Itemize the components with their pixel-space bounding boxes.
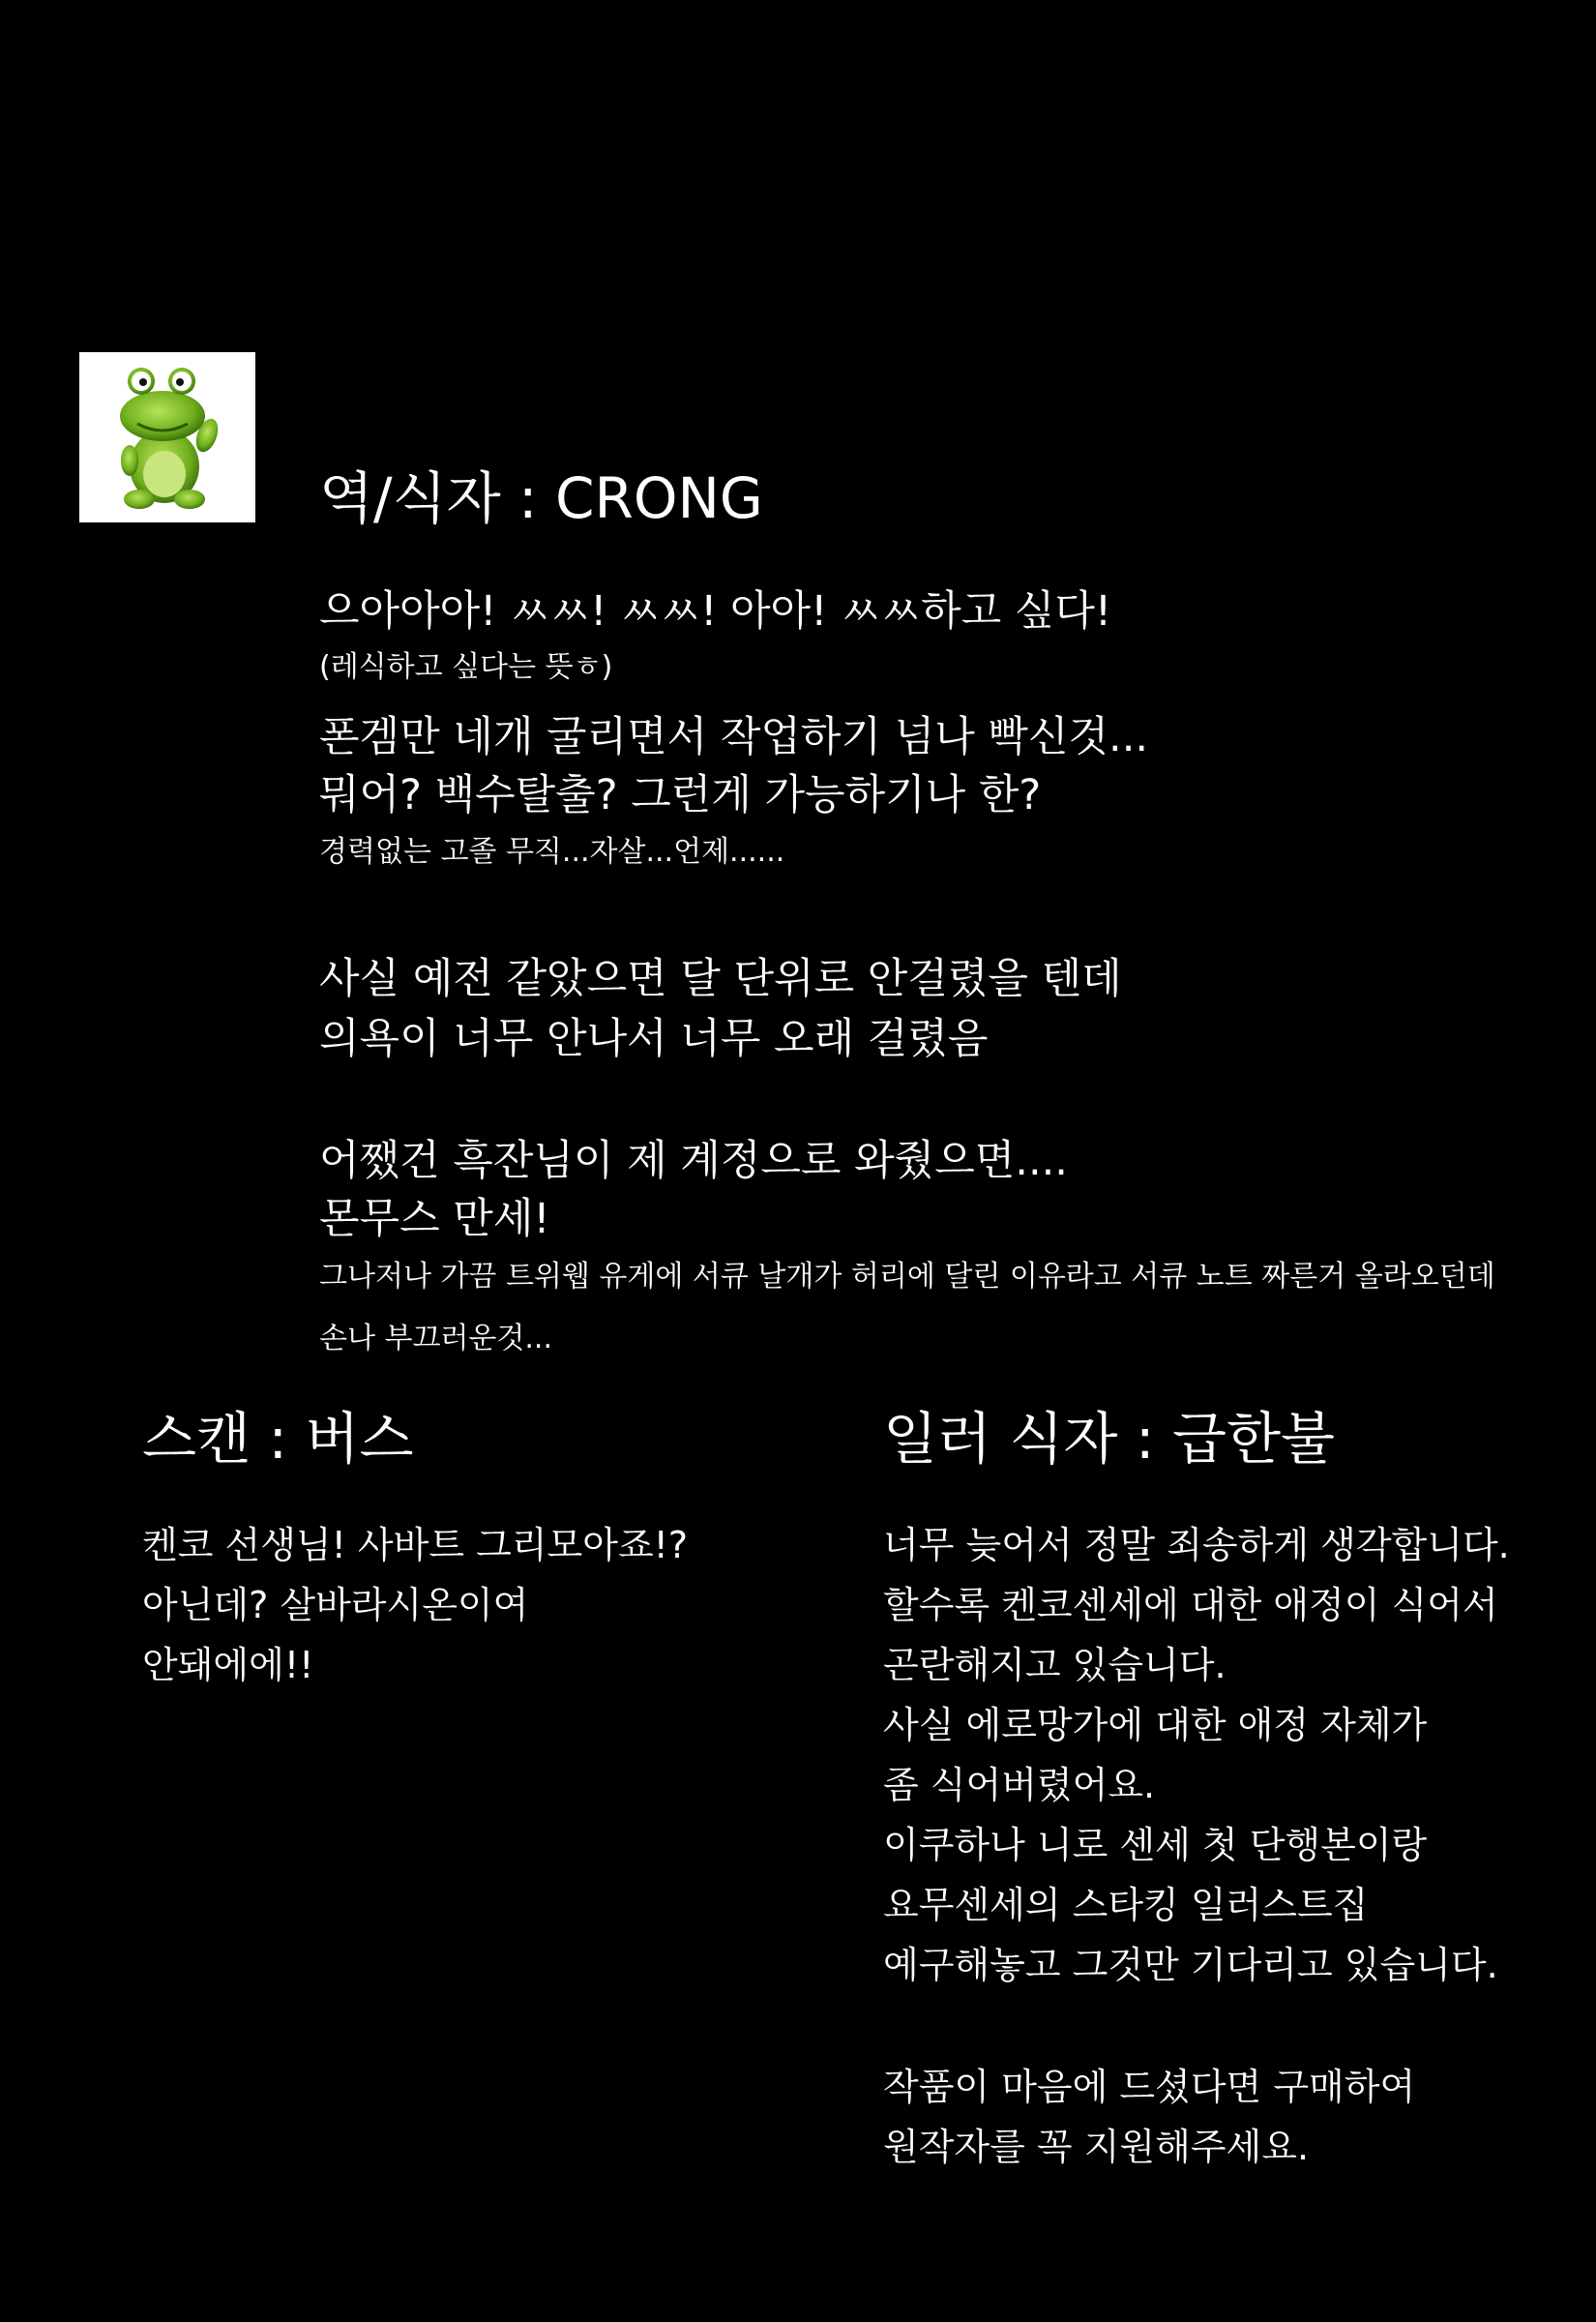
translator-line-7: 의욕이 너무 안나서 너무 오래 걸렸음 [319,1015,989,1063]
typesetter-line-2: 할수록 켄코센세에 대한 애정이 식어서 [883,1584,1498,1626]
typesetter-line-5: 좀 식어버렸어요. [883,1764,1156,1806]
scan-line-3: 안돼에에!! [142,1644,314,1686]
translator-line-2: (레식하고 싶다는 뜻ㅎ) [319,650,613,684]
typesetter-heading: 일러 식자 : 급한불 [883,1406,1336,1472]
typesetter-line-3: 곤란해지고 있습니다. [883,1644,1227,1686]
typesetter-line-6: 이쿠하나 니로 센세 첫 단행본이랑 [883,1824,1428,1866]
scan-line-2: 아닌데? 살바라시온이여 [142,1584,529,1626]
translator-line-6: 사실 예전 같았으면 달 단위로 안걸렸을 텐데 [319,955,1122,1003]
scan-heading: 스캔 : 버스 [142,1406,414,1472]
translator-heading: 역/식자 : CRONG [319,465,763,531]
frog-mascot-icon [79,352,255,522]
translator-line-10: 그나저나 가끔 트위웹 유게에 서큐 날개가 허리에 달린 이유라고 서큐 노트 짜른거 올라오던데 [319,1260,1495,1294]
typesetter-line-4: 사실 에로망가에 대한 애정 자체가 [883,1704,1428,1746]
translator-line-1: 으아아아! ㅆㅆ! ㅆㅆ! 아아! ㅆㅆ하고 싶다! [319,587,1112,636]
translator-line-3: 폰겜만 네개 굴리면서 작업하기 넘나 빡신것... [319,713,1149,761]
typesetter-line-1: 너무 늦어서 정말 죄송하게 생각합니다. [883,1524,1510,1566]
avatar [79,352,255,522]
typesetter-line-8: 예구해놓고 그것만 기다리고 있습니다. [883,1944,1498,1986]
typesetter-line-9: 작품이 마음에 드셨다면 구매하여 [883,2066,1416,2108]
typesetter-line-7: 요무센세의 스타킹 일러스트집 [883,1884,1369,1926]
translator-line-11: 손나 부끄러운것... [319,1322,553,1355]
typesetter-line-10: 원작자를 꼭 지원해주세요. [883,2126,1310,2168]
scan-line-1: 켄코 선생님! 사바트 그리모아죠!? [142,1524,689,1566]
translator-line-8: 어쨌건 흑잔님이 제 계정으로 와줬으면.... [319,1137,1068,1185]
translator-line-4: 뭐어? 백수탈출? 그런게 가능하기나 한? [319,771,1042,819]
translator-line-9: 몬무스 만세! [319,1195,550,1243]
translator-line-5: 경력없는 고졸 무직...자살...언제...... [319,835,785,869]
